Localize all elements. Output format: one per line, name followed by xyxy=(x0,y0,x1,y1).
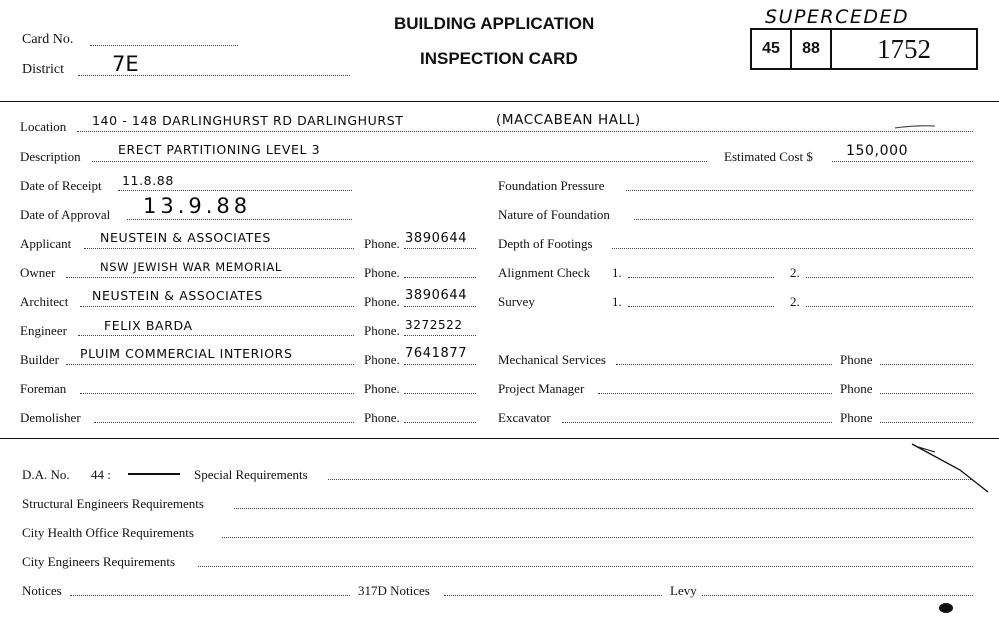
engineer-phone-label: Phone. xyxy=(364,323,400,338)
superceded-stamp: SUPERCEDED xyxy=(765,6,910,28)
builder-label: Builder xyxy=(20,352,59,367)
project-manager-label: Project Manager xyxy=(498,381,585,396)
architect-phone: 3890644 xyxy=(405,288,468,303)
description-label: Description xyxy=(20,149,81,164)
district-label: District xyxy=(22,62,64,77)
foreman-phone-label: Phone. xyxy=(364,381,400,396)
district-value: 7E xyxy=(112,52,139,76)
title-line2: INSPECTION CARD xyxy=(420,49,578,68)
description-value: ERECT PARTITIONING LEVEL 3 xyxy=(118,142,321,157)
date-approval-label: Date of Approval xyxy=(20,207,111,222)
builder-value: PLUIM COMMERCIAL INTERIORS xyxy=(80,346,293,361)
demolisher-label: Demolisher xyxy=(20,410,81,425)
da-label: D.A. No. xyxy=(22,467,70,482)
foreman-label: Foreman xyxy=(20,381,67,396)
date-receipt-label: Date of Receipt xyxy=(20,178,102,193)
mechanical-phone-label: Phone xyxy=(840,352,873,367)
location-value: 140 - 148 DARLINGHURST RD DARLINGHURST xyxy=(92,113,404,128)
applicant-value: NEUSTEIN & ASSOCIATES xyxy=(100,230,271,245)
ref-box-3-value: 1752 xyxy=(877,33,931,64)
location-tick-mark xyxy=(895,126,935,128)
nature-foundation-label: Nature of Foundation xyxy=(498,207,610,222)
date-receipt-value: 11.8.88 xyxy=(122,173,174,188)
applicant-phone-label: Phone. xyxy=(364,236,400,251)
owner-label: Owner xyxy=(20,265,56,280)
alignment-check-label: Alignment Check xyxy=(498,265,591,280)
location-note: (MACCABEAN HALL) xyxy=(496,112,641,128)
notices-317d-label: 317D Notices xyxy=(358,583,430,598)
alignment-2-label: 2. xyxy=(790,265,800,280)
demolisher-phone-label: Phone. xyxy=(364,410,400,425)
notices-label: Notices xyxy=(22,583,62,598)
applicant-phone: 3890644 xyxy=(405,231,468,246)
alignment-1-label: 1. xyxy=(612,265,622,280)
survey-2-label: 2. xyxy=(790,294,800,309)
ref-box-2-value: 88 xyxy=(802,40,820,57)
engineer-label: Engineer xyxy=(20,323,67,338)
depth-footings-label: Depth of Footings xyxy=(498,236,593,251)
excavator-label: Excavator xyxy=(498,410,551,425)
da-value: 44 : xyxy=(91,467,111,482)
title-line1: BUILDING APPLICATION xyxy=(394,14,595,33)
card-no-label: Card No. xyxy=(22,32,74,47)
survey-label: Survey xyxy=(498,294,535,309)
estimated-cost-label: Estimated Cost $ xyxy=(724,149,813,164)
health-label: City Health Office Requirements xyxy=(22,525,194,540)
foundation-pressure-label: Foundation Pressure xyxy=(498,178,605,193)
structural-label: Structural Engineers Requirements xyxy=(22,496,204,511)
date-approval-value: 13.9.88 xyxy=(143,194,252,218)
city-eng-label: City Engineers Requirements xyxy=(22,554,176,569)
ref-box-1-value: 45 xyxy=(762,40,780,57)
levy-label: Levy xyxy=(670,583,697,598)
engineer-value: FELIX BARDA xyxy=(104,318,193,333)
estimated-cost-value: 150,000 xyxy=(846,143,909,159)
special-req-label: Special Requirements xyxy=(194,467,308,482)
engineer-phone: 3272522 xyxy=(405,318,463,332)
architect-value: NEUSTEIN & ASSOCIATES xyxy=(92,288,263,303)
project-manager-phone-label: Phone xyxy=(840,381,873,396)
builder-phone-label: Phone. xyxy=(364,352,400,367)
location-label: Location xyxy=(20,119,67,134)
architect-label: Architect xyxy=(20,294,69,309)
mechanical-label: Mechanical Services xyxy=(498,352,606,367)
applicant-label: Applicant xyxy=(20,236,72,251)
architect-phone-label: Phone. xyxy=(364,294,400,309)
pen-stroke-mark xyxy=(912,444,988,492)
owner-value: NSW JEWISH WAR MEMORIAL xyxy=(100,260,282,274)
builder-phone: 7641877 xyxy=(405,346,468,361)
excavator-phone-label: Phone xyxy=(840,410,873,425)
survey-1-label: 1. xyxy=(612,294,622,309)
corner-blot xyxy=(939,603,953,613)
owner-phone-label: Phone. xyxy=(364,265,400,280)
